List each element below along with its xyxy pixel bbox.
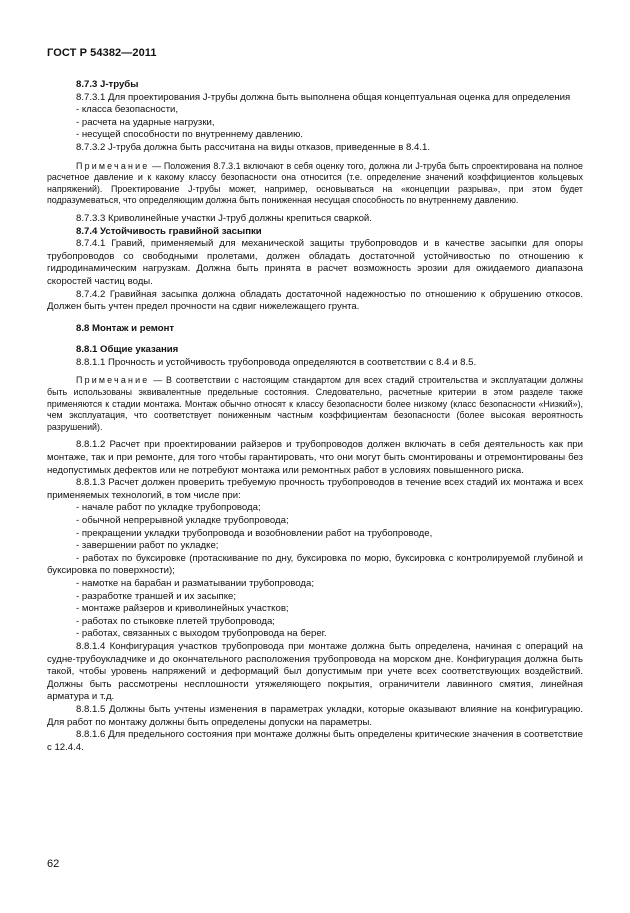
list-item: - работах по буксировке (протаскивание по дну, буксировка по морю, буксировка с контролируемой глубиной и буксировка по поверхности); bbox=[47, 552, 583, 577]
list-item: - класса безопасности, bbox=[76, 104, 179, 116]
paragraph-8-7-4-1: 8.7.4.1 Гравий, применяемый для механической защиты трубопроводов и в качестве засыпки для опоры трубопроводов со свободными пролетами, должен обладать достаточной устойчивостью по отношению к гидродинамическим нагрузкам. Должна быть принята в расчет возможность эрозии для ожидаемого диапазона скоростей частиц воды. bbox=[47, 238, 583, 287]
list-item: - начале работ по укладке трубопровода; bbox=[76, 502, 261, 514]
paragraph-8-7-3-1: 8.7.3.1 Для проектирования J-трубы должна быть выполнена общая концептуальная оценка для определения bbox=[76, 91, 571, 103]
paragraph-8-8-1-3: 8.8.1.3 Расчет должен проверить требуемую прочность трубопроводов в течение всех стадий их монтажа и всех применяемых технологий, в том числе при: bbox=[47, 477, 583, 501]
paragraph-8-7-3-3: 8.7.3.3 Криволинейные участки J-труб должны крепиться сваркой. bbox=[76, 212, 372, 224]
list-item: - монтаже райзеров и криволинейных участков; bbox=[76, 603, 289, 615]
list-item: - намотке на барабан и разматывании трубопровода; bbox=[76, 577, 315, 589]
note-text: — Положения 8.7.3.1 включают в себя оценку того, должна ли J-труба быть спроектирована на полное расчетное давление и к какому классу безопасности она относится (т.е. определение значений коэффициентов кольцевых напряжений). Проектирование J-трубы может, например, основываться на «концепции разрыва», при этом будет подразумеваться, что определяющим должна быть пониженная несущая способность по внутреннему давлению. bbox=[47, 160, 583, 206]
note-8-8-1 bbox=[47, 375, 583, 433]
list-item: - работах по стыковке плетей трубопровода; bbox=[76, 615, 275, 627]
page-number: 62 bbox=[47, 858, 60, 870]
paragraph-8-8-1-5: 8.8.1.5 Должны быть учтены изменения в параметрах укладки, которые оказывают влияние на конфигурацию. Для работ по монтажу должны быть определены допуски на параметры. bbox=[47, 703, 583, 728]
paragraph-8-8-1-2: 8.8.1.2 Расчет при проектировании райзеров и трубопроводов должен включать в себя деятельность как при монтаже, так и при ремонте, для того чтобы гарантировать, что они могут быть смонтированы и отремонтированы без недопустимых дефектов или не потребуют монтажа или ремонтных работ в условиях повышенного риска. bbox=[47, 439, 583, 476]
note-label: Примечание bbox=[76, 375, 150, 386]
paragraph-8-8-1-1: 8.8.1.1 Прочность и устойчивость трубопровода определяются в соответствии с 8.4 и 8.5. bbox=[76, 356, 477, 368]
paragraph-8-8-1-6: 8.8.1.6 Для предельного состояния при монтаже должны быть определены критические значения в соответствие с 12.4.4. bbox=[47, 729, 583, 753]
list-item: - работах, связанных с выходом трубопровода на берег. bbox=[76, 628, 327, 640]
paragraph-8-7-3-2: 8.7.3.2 J-труба должна быть рассчитана на виды отказов, приведенные в 8.4.1. bbox=[76, 141, 431, 153]
list-item: - завершении работ по укладке; bbox=[76, 540, 219, 552]
section-heading-8-7-4: 8.7.4 Устойчивость гравийной засыпки bbox=[76, 225, 262, 237]
paragraph-8-7-4-2: 8.7.4.2 Гравийная засыпка должна обладать достаточной надежностью по отношению к обрушению откосов. Должен быть учтен предел прочности на сдвиг нижележащего грунта. bbox=[47, 288, 583, 313]
paragraph-8-8-1-4: 8.8.1.4 Конфигурация участков трубопровода при монтаже должна быть определена, начиная с операций на судне-трубоукладчике и до окончательного расположения трубопровода на морском дне. Конфигурация должна быть такой, чтобы уровень напряжений и деформаций был допустимым при учете всех соответствующих воздействий. Должны быть рассмотрены несплошности утяжеляющего покрытия, ограничители лавинного смятия, линейная арматура и т.д. bbox=[47, 640, 583, 703]
section-heading-8-7-3: 8.7.3 J-трубы bbox=[76, 79, 139, 90]
standard-header: ГОСТ Р 54382—2011 bbox=[47, 47, 157, 59]
note-8-7-3 bbox=[47, 161, 583, 207]
note-label: Примечание bbox=[76, 160, 150, 171]
document-body bbox=[47, 79, 583, 754]
note-text: — В соответствии с настоящим стандартом для всех стадий строительства и эксплуатации должны быть использованы эквивалентные предельные состояния. Следовательно, расчетные критерии в этом разделе также применяются к стадии монтажа. Монтаж обычно относят к классу безопасности более низкому (класс безопасности «Низкий»), чем эксплуатация, что соответствует пониженным частным коэффициентам безопасности (более высокая вероятность разрушений). bbox=[47, 375, 583, 432]
list-item: - обычной непрерывной укладке трубопровода; bbox=[76, 515, 289, 526]
list-item: - разработке траншей и их засыпке; bbox=[76, 590, 237, 602]
list-item: - расчета на ударные нагрузки, bbox=[76, 116, 215, 128]
section-heading-8-8-1: 8.8.1 Общие указания bbox=[76, 344, 179, 356]
section-heading-8-8: 8.8 Монтаж и ремонт bbox=[76, 322, 175, 334]
list-item: - несущей способности по внутреннему давлению. bbox=[76, 129, 303, 141]
list-item: - прекращении укладки трубопровода и возобновлении работ на трубопроводе, bbox=[76, 527, 433, 539]
